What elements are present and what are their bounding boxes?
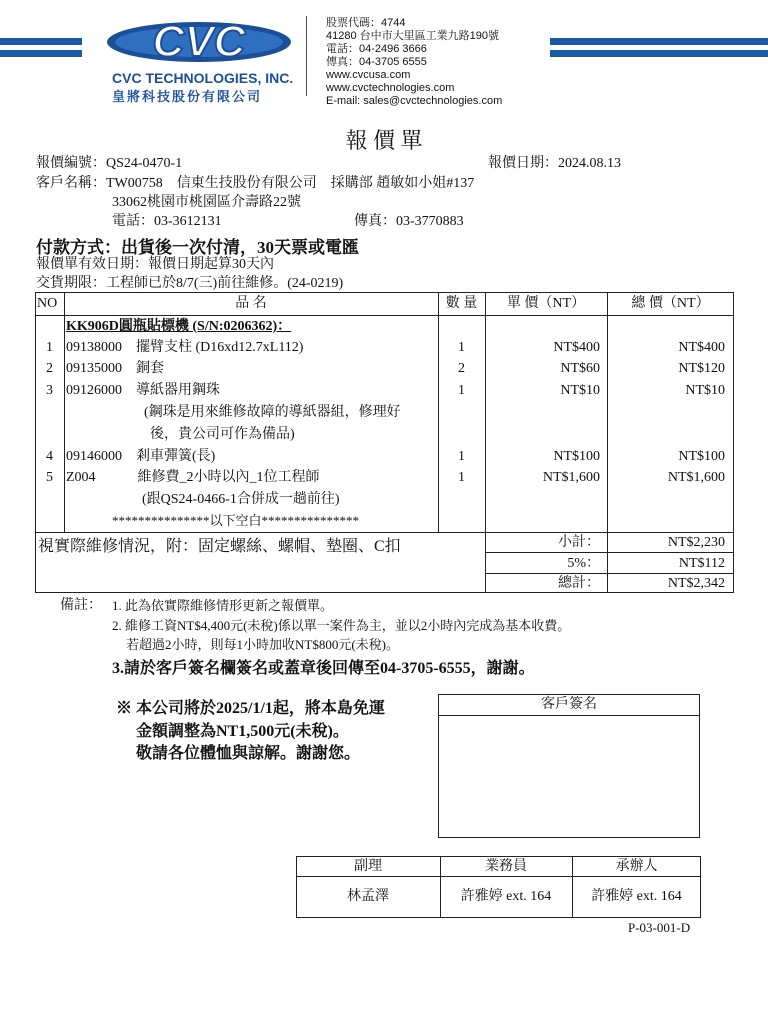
approval-handler-name: 許雅婷 ext. 164 — [591, 889, 682, 904]
row-1-name: 09138000 擺臂支柱 (D16xd12.7xL112) — [66, 340, 304, 355]
delivery-terms: 交貨期限：工程師已於8/7(三)前往維修。(24-0219) — [36, 276, 344, 291]
row-1-unit: NT$400 — [553, 340, 600, 355]
info-email[interactable]: E-mail: sales@cvctechnologies.com — [326, 95, 503, 107]
row-3-qty: 1 — [458, 383, 465, 398]
col-line-name — [438, 292, 439, 532]
quote-number: 報價編號：QS24-0470-1 — [36, 156, 183, 171]
row-5-name: Z004 維修費_2小時以內_1位工程師 — [66, 470, 320, 485]
header-bar-left-top — [0, 38, 82, 45]
row-1-qty: 1 — [458, 340, 465, 355]
row-2-name: 09135000 銅套 — [66, 361, 164, 376]
row-3-total: NT$10 — [685, 383, 725, 398]
row-5-qty: 1 — [458, 470, 465, 485]
quote-date: 報價日期：2024.08.13 — [488, 156, 621, 171]
info-fax: 傳真：04-3705 6555 — [326, 56, 427, 68]
remark-3: 若超過2小時，則每1小時加收NT$800元(未稅)。 — [126, 637, 399, 652]
svg-text:CVC: CVC — [152, 17, 246, 66]
info-address: 41280 台中市大里區工業九路190號 — [326, 30, 499, 42]
row-5-no: 5 — [46, 470, 53, 485]
header-bar-right-bottom — [550, 50, 768, 57]
grand-total-value: NT$2,342 — [667, 576, 725, 591]
form-code: P-03-001-D — [628, 920, 691, 935]
company-logo — [104, 16, 294, 68]
header-bar-right-top — [550, 38, 768, 45]
subtotal-value: NT$2,230 — [667, 535, 725, 550]
row-1-total: NT$400 — [678, 340, 725, 355]
shipping-notice-3: 敬請各位體恤與諒解。謝謝您。 — [136, 745, 361, 762]
col-header-qty: 數 量 — [445, 296, 478, 311]
shipping-notice-1: ※ 本公司將於2025/1/1起，將本島免運 — [116, 700, 385, 717]
approval-header-handler: 承辦人 — [615, 859, 658, 874]
customer-name: 客戶名稱：TW00758 信東生技股份有限公司 採購部 趙敏如小姐#137 — [36, 176, 475, 191]
col-header-unit: 單 價（NT） — [506, 296, 586, 311]
grand-total-label: 總計： — [558, 576, 600, 591]
remark-1: 1. 此為依實際維修情形更新之報價單。 — [112, 598, 334, 613]
row-3-unit: NT$10 — [560, 383, 600, 398]
table-header-rule — [35, 315, 734, 316]
remark-2: 2. 維修工資NT$4,400元(未稅)係以單一案件為主，並以2小時內完成為基本收費。 — [112, 618, 571, 633]
shipping-notice-2: 金額調整為NT1,500元(未稅)。 — [136, 723, 349, 740]
tax-label: 5%： — [567, 556, 600, 571]
customer-phone: 電話：03-3612131 — [112, 214, 222, 229]
approval-header-manager: 副理 — [354, 859, 382, 874]
approval-sales-name: 許雅婷 ext. 164 — [460, 889, 552, 904]
company-info — [326, 17, 502, 108]
info-website-2[interactable]: www.cvctechnologies.com — [326, 82, 455, 94]
row-4-qty: 1 — [458, 449, 465, 464]
approval-manager-name: 林孟澤 — [347, 889, 389, 904]
row-2-unit: NT$60 — [560, 361, 600, 376]
row-1-no: 1 — [46, 340, 53, 355]
col-header-no: NO — [37, 296, 58, 311]
cvc-logo-icon — [104, 16, 294, 68]
company-name-zh: 皇將科技股份有限公司 — [112, 89, 263, 104]
row-3-name: 09126000 導紙器用鋼珠 — [66, 383, 220, 398]
subtotal-label: 小計： — [558, 535, 600, 550]
row-5-total: NT$1,600 — [667, 470, 725, 485]
remark-4: 3.請於客戶簽名欄簽名或蓋章後回傳至04-3705-6555，謝謝。 — [112, 660, 535, 677]
row-2-no: 2 — [46, 361, 53, 376]
row-5-unit: NT$1,600 — [542, 470, 600, 485]
tax-value: NT$112 — [678, 556, 725, 571]
customer-address: 33062桃園市桃園區介壽路22號 — [112, 195, 301, 210]
extra-parts-note: 視實際維修情況，附：固定螺絲、螺帽、墊圈、C扣 — [38, 538, 401, 555]
remarks-label: 備註： — [60, 598, 102, 613]
group-title: KK906D圓瓶貼標機 (S/N:0206362)： — [66, 319, 292, 334]
customer-signature-label: 客戶簽名 — [541, 697, 597, 712]
row-2-total: NT$120 — [678, 361, 725, 376]
signature-header-rule — [438, 715, 700, 716]
quote-validity: 報價單有效日期：報價日期起算30天內 — [36, 257, 274, 272]
customer-fax: 傳真：03-3770883 — [354, 214, 464, 229]
header-bar-left-bottom — [0, 50, 82, 57]
row-4-name: 09146000 剎車彈簧(長) — [66, 449, 216, 464]
payment-terms: 付款方式：出貨後一次付清，30天票或電匯 — [36, 238, 359, 257]
info-stock-code: 股票代碼：4744 — [326, 17, 406, 29]
col-line-no — [64, 292, 65, 532]
info-website-1[interactable]: www.cvcusa.com — [326, 69, 411, 81]
company-name-en: CVC TECHNOLOGIES, INC. — [112, 70, 294, 86]
document-title: 報 價 單 — [345, 128, 423, 153]
col-header-total: 總 價（NT） — [631, 296, 710, 311]
col-header-name: 品 名 — [235, 296, 267, 311]
row-2-qty: 2 — [458, 361, 465, 376]
row-4-unit: NT$100 — [553, 449, 600, 464]
row-4-total: NT$100 — [678, 449, 725, 464]
row-3-note-1: (鋼珠是用來維修故障的導紙器組，修理好 — [144, 405, 401, 420]
approval-header-sales: 業務員 — [485, 859, 527, 874]
info-phone: 電話：04-2496 3666 — [326, 43, 427, 55]
row-3-no: 3 — [46, 383, 53, 398]
header-divider — [306, 16, 307, 96]
row-5-note: (跟QS24-0466-1合併成一趟前往) — [142, 492, 340, 507]
blank-marker: ***************以下空白*************** — [112, 513, 360, 528]
row-4-no: 4 — [46, 449, 53, 464]
row-3-note-2: 後，貴公司可作為備品) — [150, 427, 295, 442]
